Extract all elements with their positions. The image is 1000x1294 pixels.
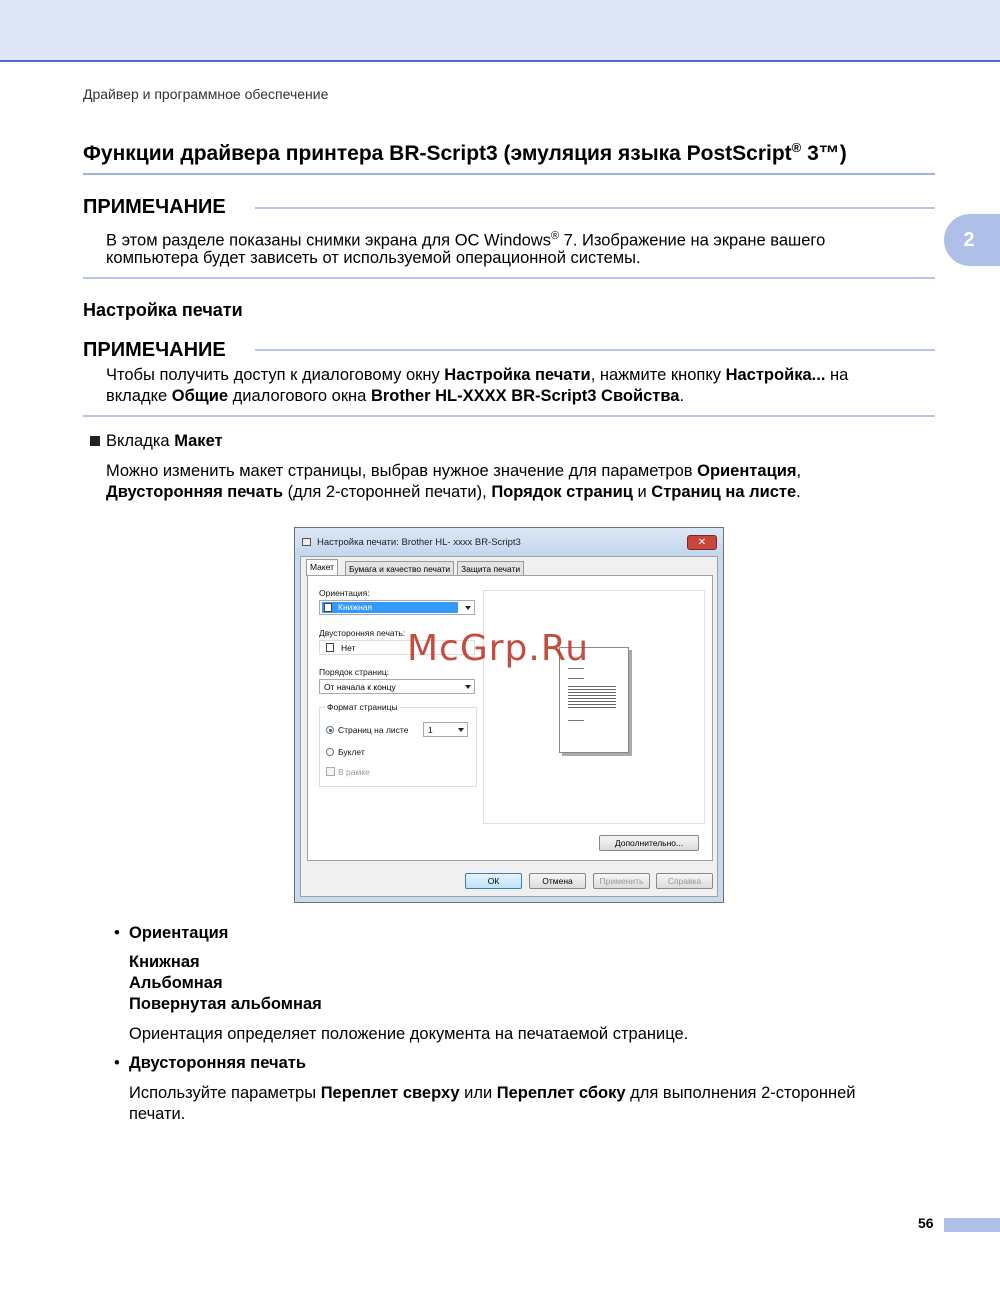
pages-per-sheet-value: 1 bbox=[428, 725, 433, 735]
bullet-heading: Вкладка Макет bbox=[106, 432, 223, 450]
pages-per-sheet-label: Страниц на листе bbox=[338, 725, 409, 735]
title-rule bbox=[83, 173, 935, 175]
bullet-dot: • bbox=[114, 1054, 120, 1072]
tab-layout[interactable]: Макет bbox=[306, 559, 338, 576]
tab-paper-quality[interactable]: Бумага и качество печати bbox=[345, 561, 454, 575]
page-preview bbox=[483, 590, 705, 824]
document-icon bbox=[326, 643, 334, 652]
booklet-radio[interactable] bbox=[326, 748, 334, 756]
cancel-button[interactable]: Отмена bbox=[529, 873, 586, 889]
page-order-label: Порядок страниц: bbox=[319, 667, 390, 677]
ok-button[interactable]: ОК bbox=[465, 873, 522, 889]
duplex-heading: Двусторонняя печать bbox=[129, 1054, 307, 1072]
dialog-body bbox=[300, 556, 718, 897]
note-bottom-rule bbox=[83, 415, 935, 417]
pages-per-sheet-radio[interactable] bbox=[326, 726, 334, 734]
chevron-down-icon bbox=[465, 685, 471, 689]
note-text-line: компьютера будет зависеть от используемой операционной системы. bbox=[106, 249, 641, 267]
dialog-titlebar bbox=[295, 528, 723, 556]
tab-print-protection[interactable]: Защита печати bbox=[457, 561, 524, 575]
page-order-select[interactable] bbox=[319, 679, 475, 694]
note-rule bbox=[255, 349, 935, 351]
note-text-line: В этом разделе показаны снимки экрана для ОС Windows® 7. Изображение на экране вашего bbox=[106, 230, 826, 250]
note-title: ПРИМЕЧАНИЕ bbox=[83, 196, 226, 218]
orientation-description: Ориентация определяет положение документа на печатаемой странице. bbox=[129, 1025, 689, 1043]
duplex-value: Нет bbox=[341, 643, 356, 653]
chevron-down-icon bbox=[465, 606, 471, 610]
printer-icon bbox=[302, 538, 311, 546]
page-format-group-title: Формат страницы bbox=[327, 702, 398, 712]
layout-panel bbox=[307, 575, 713, 861]
square-bullet-icon bbox=[90, 436, 100, 446]
print-settings-dialog bbox=[294, 527, 724, 903]
page-number: 56 bbox=[918, 1215, 934, 1231]
duplex-label: Двусторонняя печать: bbox=[319, 628, 406, 638]
orientation-heading: Ориентация bbox=[129, 924, 229, 942]
note-text-line: вкладке Общие диалогового окна Brother HL-XXXX BR-Script3 Свойства. bbox=[106, 387, 685, 405]
note-rule bbox=[255, 207, 935, 209]
orientation-option: Альбомная bbox=[129, 974, 223, 992]
watermark: McGrp.Ru bbox=[407, 628, 590, 669]
orientation-option: Книжная bbox=[129, 953, 200, 971]
note-text-line: Чтобы получить доступ к диалоговому окну Настройка печати, нажмите кнопку Настройка... на bbox=[106, 366, 849, 384]
help-button[interactable]: Справка bbox=[656, 873, 713, 889]
chevron-down-icon bbox=[458, 728, 464, 732]
duplex-description: Используйте параметры Переплет сверху или Переплет сбоку для выполнения 2-сторонней bbox=[129, 1084, 856, 1102]
top-banner bbox=[0, 0, 1000, 62]
orientation-select[interactable] bbox=[319, 600, 475, 615]
page-title: Функции драйвера принтера BR-Script3 (эмуляция языка PostScript® 3™) bbox=[83, 140, 847, 165]
page-order-value: От начала к концу bbox=[324, 682, 396, 692]
dialog-title: Настройка печати: Brother HL- xxxx BR-Script3 bbox=[317, 537, 521, 548]
border-checkbox[interactable] bbox=[326, 767, 335, 776]
paragraph-line: Двусторонняя печать (для 2-сторонней печати), Порядок страниц и Страниц на листе. bbox=[106, 483, 801, 501]
breadcrumb: Драйвер и программное обеспечение bbox=[83, 86, 329, 102]
orientation-option: Повернутая альбомная bbox=[129, 995, 322, 1013]
orientation-label: Ориентация: bbox=[319, 588, 370, 598]
border-label: В рамке bbox=[338, 767, 370, 777]
note-bottom-rule bbox=[83, 277, 935, 279]
apply-button[interactable]: Применить bbox=[593, 873, 650, 889]
pages-per-sheet-select[interactable] bbox=[423, 722, 468, 737]
bullet-dot: • bbox=[114, 924, 120, 942]
note-title: ПРИМЕЧАНИЕ bbox=[83, 339, 226, 361]
paragraph-line: Можно изменить макет страницы, выбрав нужное значение для параметров Ориентация, bbox=[106, 462, 802, 480]
orientation-value: Книжная bbox=[322, 602, 458, 613]
booklet-label: Буклет bbox=[338, 747, 365, 757]
subsection-title: Настройка печати bbox=[83, 300, 243, 320]
duplex-description-line2: печати. bbox=[129, 1105, 186, 1123]
close-button[interactable]: ✕ bbox=[687, 535, 717, 550]
chapter-tab: 2 bbox=[944, 214, 1000, 266]
page-number-bar bbox=[944, 1218, 1000, 1232]
advanced-button[interactable]: Дополнительно... bbox=[599, 835, 699, 851]
portrait-icon bbox=[324, 603, 332, 612]
